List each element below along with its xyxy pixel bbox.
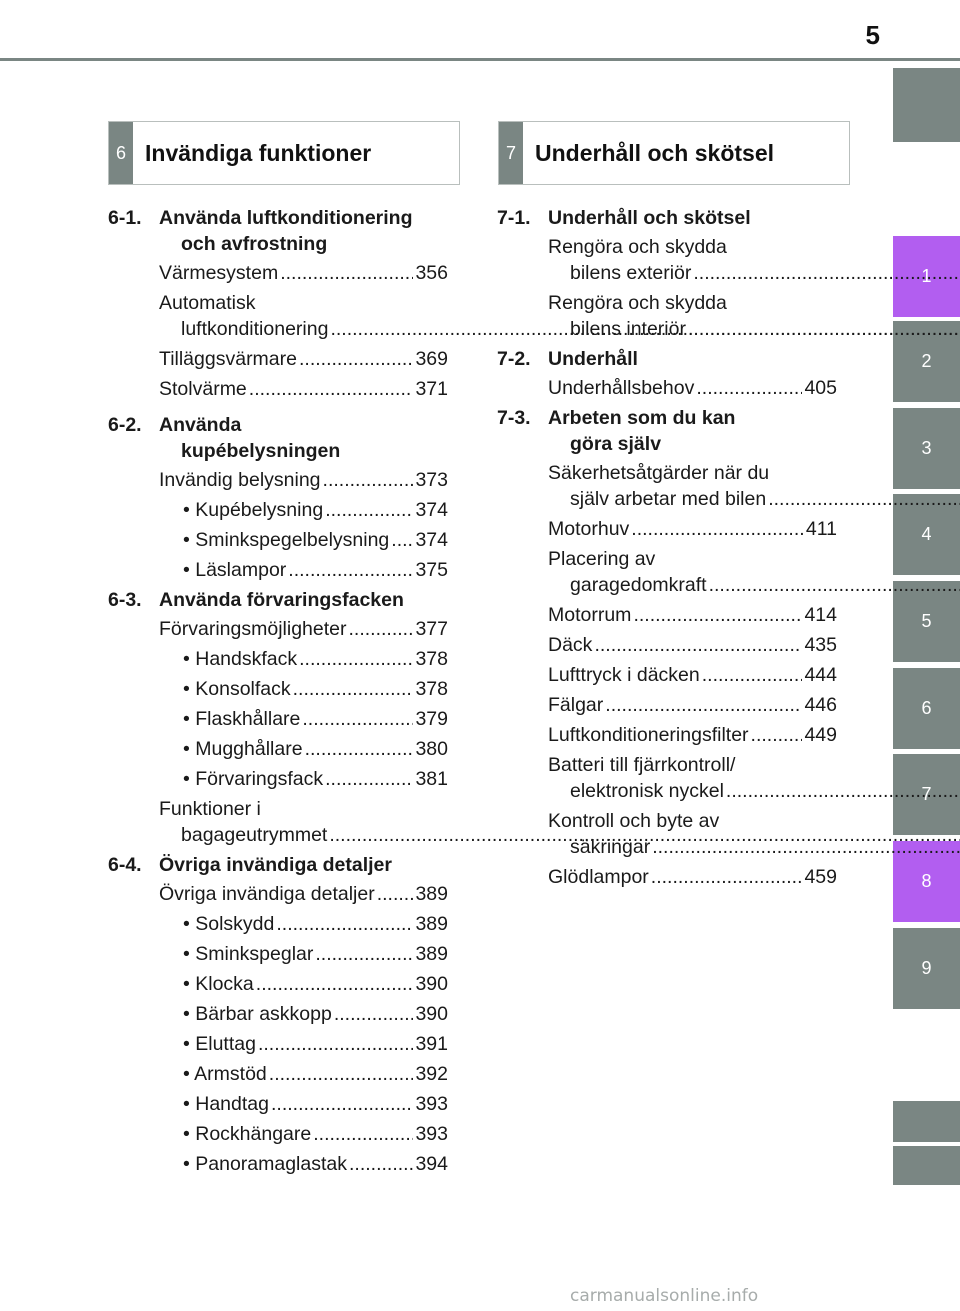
side-tab-3[interactable]: 3	[893, 408, 960, 489]
toc-subitem[interactable]: • Rockhängare ..... 393	[183, 1121, 448, 1147]
toc-subitem[interactable]: • Solskydd ..... 389	[183, 911, 448, 937]
side-tab-blank-a	[893, 1101, 960, 1142]
toc-chapter[interactable]: 7-2. Underhåll	[497, 348, 638, 370]
side-tab-8[interactable]: 8	[893, 841, 960, 922]
toc-subitem[interactable]: • Eluttag ..... 391	[183, 1031, 448, 1057]
toc-item[interactable]: Motorhuv ..... 411	[548, 516, 837, 542]
top-rule	[0, 58, 960, 61]
section-number: 7	[499, 122, 523, 184]
toc-left-column	[108, 205, 448, 1181]
side-tab-4[interactable]: 4	[893, 494, 960, 575]
section-header-7	[498, 121, 850, 185]
section-title: Invändiga funktioner	[145, 139, 372, 166]
toc-subitem[interactable]: • Mugghållare ..... 380	[183, 736, 448, 762]
toc-item[interactable]: Övriga invändiga detaljer ..... 389	[159, 881, 448, 907]
toc-subitem[interactable]: • Läslampor ..... 375	[183, 557, 448, 583]
toc-chapter[interactable]: 6-2. Använda kupébelysningen	[108, 414, 341, 462]
toc-item[interactable]: Invändig belysning ..... 373	[159, 467, 448, 493]
toc-subitem[interactable]: • Sminkspegelbelysning ..... 374	[183, 527, 448, 553]
toc-subitem[interactable]: • Sminkspeglar ..... 389	[183, 941, 448, 967]
toc-chapter[interactable]: 6-4. Övriga invändiga detaljer	[108, 854, 392, 876]
toc-item[interactable]: Placering av garagedomkraft .....	[548, 546, 837, 598]
toc-chapter[interactable]: 7-3. Arbeten som du kan göra själv	[497, 407, 736, 455]
side-tab-7[interactable]: 7	[893, 754, 960, 835]
side-tab-5[interactable]: 5	[893, 581, 960, 662]
toc-item[interactable]: Motorrum ..... 414	[548, 602, 837, 628]
toc-subitem[interactable]: • Klocka ..... 390	[183, 971, 448, 997]
toc-subitem[interactable]: • Bärbar askkopp ..... 390	[183, 1001, 448, 1027]
toc-item[interactable]: Automatisk luftkonditionering .....	[159, 290, 448, 342]
side-tab-blank-b	[893, 1146, 960, 1185]
toc-item[interactable]: Kontroll och byte av säkringar .....	[548, 808, 837, 860]
toc-item[interactable]: Funktioner i bagageutrymmet .....	[159, 796, 448, 848]
toc-item[interactable]: Luftkonditioneringsfilter ..... 449	[548, 722, 837, 748]
toc-subitem[interactable]: • Handskfack ..... 378	[183, 646, 448, 672]
side-tab-blank-top	[893, 68, 960, 142]
side-tab-6[interactable]: 6	[893, 668, 960, 749]
toc-item[interactable]: Batteri till fjärrkontroll/ elektronisk nyckel .....	[548, 752, 837, 804]
section-number: 6	[109, 122, 133, 184]
toc-item[interactable]: Tilläggsvärmare ..... 369	[159, 346, 448, 372]
side-tab-9[interactable]: 9	[893, 928, 960, 1009]
toc-subitem[interactable]: • Kupébelysning ..... 374	[183, 497, 448, 523]
toc-subitem[interactable]: • Konsolfack ..... 378	[183, 676, 448, 702]
side-tab-2[interactable]: 2	[893, 321, 960, 402]
toc-item[interactable]: Glödlampor ..... 459	[548, 864, 837, 890]
toc-subitem[interactable]: • Panoramaglastak ..... 394	[183, 1151, 448, 1177]
toc-right-column	[497, 205, 837, 894]
toc-subitem[interactable]: • Armstöd ..... 392	[183, 1061, 448, 1087]
section-header-6	[108, 121, 460, 185]
toc-chapter[interactable]: 6-3. Använda förvaringsfacken	[108, 589, 404, 611]
toc-subitem[interactable]: • Flaskhållare ..... 379	[183, 706, 448, 732]
toc-item[interactable]: Stolvärme ..... 371	[159, 376, 448, 402]
toc-subitem[interactable]: • Förvaringsfack ..... 381	[183, 766, 448, 792]
toc-chapter[interactable]: 6-1. Använda luftkonditionering och avfrostning	[108, 207, 413, 255]
toc-item[interactable]: Rengöra och skydda bilens interiör .....	[548, 290, 837, 342]
toc-item[interactable]: Fälgar ..... 446	[548, 692, 837, 718]
section-title: Underhåll och skötsel	[535, 139, 775, 166]
toc-chapter[interactable]: 7-1. Underhåll och skötsel	[497, 207, 751, 229]
page-number: 5	[865, 20, 880, 50]
toc-item[interactable]: Säkerhetsåtgärder när du själv arbetar med bilen .....	[548, 460, 837, 512]
toc-item[interactable]: Däck ..... 435	[548, 632, 837, 658]
toc-item[interactable]: Förvaringsmöjligheter ..... 377	[159, 616, 448, 642]
watermark: carmanualsonline.info	[570, 1286, 759, 1306]
side-tab-1[interactable]: 1	[893, 236, 960, 317]
toc-subitem[interactable]: • Handtag ..... 393	[183, 1091, 448, 1117]
toc-item[interactable]: Rengöra och skydda bilens exteriör .....	[548, 234, 837, 286]
toc-item[interactable]: Underhållsbehov ..... 405	[548, 375, 837, 401]
toc-item[interactable]: Lufttryck i däcken ..... 444	[548, 662, 837, 688]
toc-item[interactable]: Värmesystem ..... 356	[159, 260, 448, 286]
